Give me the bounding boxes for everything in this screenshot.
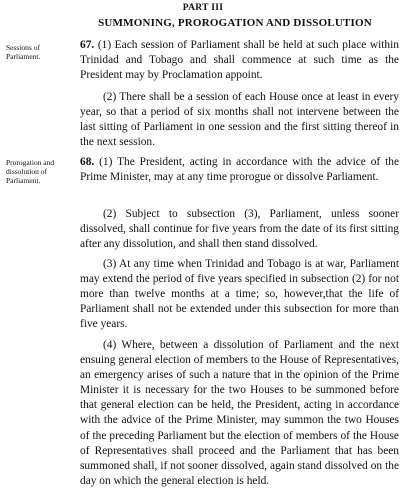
section-number: 68. xyxy=(80,156,95,168)
section-heading: SUMMONING, PROROGATION AND DISSOLUTION xyxy=(98,17,372,29)
section-68-paragraph-2: (2) Subject to subsection (3), Parliament, unless sooner dissolved, shall continue for five years from the date of its first sitting after any dissolution, and shall then stand dissolved. xyxy=(80,208,399,251)
marginal-note-sessions: Sessions of Parliament. xyxy=(6,43,41,61)
section-67-paragraph-2: (2) There shall be a session of each House once at least in every year, so that a period of six months shall not intervene between the last sitting of Parliament in one session and the first sitting thereof in the next session. xyxy=(80,91,399,149)
section-68-paragraph-3: (3) At any time when Trinidad and Tobago is at war, Parliament may extend the period of five years specified in subsection (2) for not more than twelve months at a time; so, however,that the life of Parliament shall not be extended under this subsection for more than five years. xyxy=(80,258,399,331)
marginal-note-prorogation: Prorogation and dissolution of Parliament. xyxy=(6,158,55,185)
section-67-paragraph-1 xyxy=(80,38,399,83)
section-number: 67. xyxy=(80,39,95,51)
paragraph-text: (1) Each session of Parliament shall be held at such place within Trinidad and Tobago and shall commence at such time as the President may by Proclamation appoint. xyxy=(80,39,399,82)
section-68-paragraph-1 xyxy=(80,155,399,185)
part-label: PART III xyxy=(182,3,224,13)
paragraph-text: (1) The President, acting in accordance with the advice of the Prime Minister, may at any time prorogue or dissolve Parliament. xyxy=(80,156,399,184)
section-68-paragraph-4: (4) Where, between a dissolution of Parliament and the next ensuing general election of members to the House of Representatives, an emergency arises of such a nature that in the opinion of the Prime Minister it is necessary for the two Houses to be summoned before that general election can be held, the President, acting in accordance with the advice of the Prime Minister, may summon the two Houses of the preceding Parliament but the election of members of the House of Representatives shall proceed and the Parliament that has been summoned shall, if not sooner dissolved, again stand dissolved on the day on which the general election is held. xyxy=(80,339,399,487)
